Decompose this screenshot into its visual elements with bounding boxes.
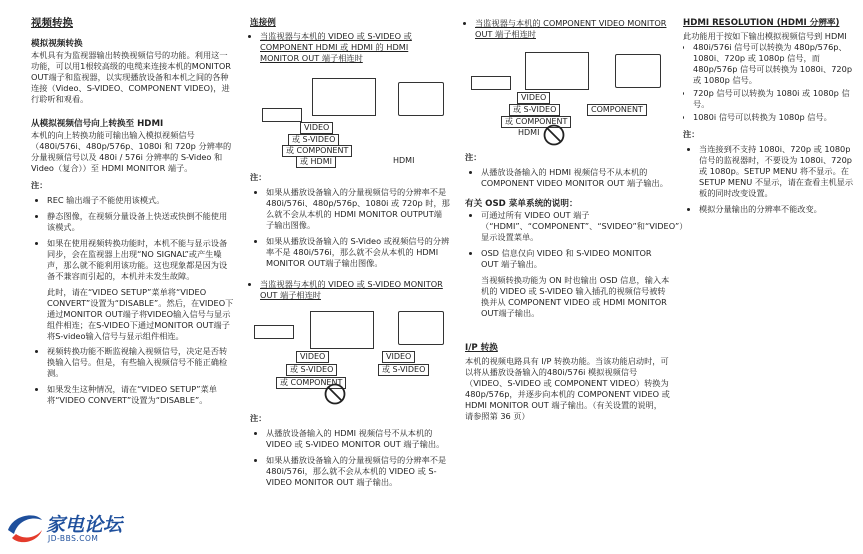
receiver-device-icon: [310, 311, 374, 349]
connection-diagram-1: [250, 70, 450, 166]
diagram-caption: • 当监视器与本机的 VIDEO 或 S-VIDEO MONITOR OUT 端子相连时: [260, 279, 450, 301]
paragraph: 本机具有为监视器输出转换视频信号的功能。利用这一功能，可以用1根较高级的电缆来连接本机的MONITOR OUT端子和监视器，以实现播放设备和本机之间的各种连接（Video、S-VIDEO、COMPONENT VIDEO)，进行聆听和观看。: [31, 50, 231, 104]
subsection-heading: 模拟视频转换: [31, 39, 83, 49]
note-list: [31, 195, 234, 282]
prohibited-icon: [543, 124, 565, 146]
player-device-icon: [471, 76, 511, 90]
diagram-caption: • 当监视器与本机的 COMPONENT VIDEO MONITOR OUT 端子相连时: [475, 18, 670, 40]
note-list: [683, 144, 861, 215]
list-item: • 1080i 信号可以转换为 1080p 信号。: [693, 112, 861, 123]
column-video-conversion: [31, 18, 234, 411]
label-s-video: 或 S-VIDEO: [509, 104, 560, 116]
diagram-caption: • 当监视器与本机的 VIDEO 或 S-VIDEO 或 COMPONENT HDMI 或 HDMI 的 HDMI MONITOR OUT 端子相连时: [260, 31, 450, 64]
paragraph: 此功能用于按如下输出模拟视频信号到 HDMI: [683, 31, 847, 41]
label-s-video: 或 S-VIDEO: [286, 364, 337, 376]
note-list: [465, 210, 688, 270]
player-device-icon: [262, 108, 302, 122]
column-component-osd: [465, 18, 688, 422]
note-label: 注：: [31, 180, 48, 190]
subsection-heading: 从模拟视频信号向上转换至 HDMI: [31, 119, 164, 129]
list-item: • 720p 信号可以转换为 1080i 或 1080p 信号。: [693, 88, 861, 110]
label-component-out: COMPONENT: [587, 104, 647, 116]
connection-diagram-2: [250, 307, 450, 407]
note-item: • 如果从播放设备输入的 S-Video 或视频信号的分辨率不是 480i/576i，那么就不会从本机的 HDMI MONITOR OUT端子输出图像。: [266, 236, 450, 269]
note-item: • 可通过所有 VIDEO OUT 端子（“HDMI”、“COMPONENT”、“SVIDEO”和“VIDEO”）显示设置菜单。: [481, 210, 670, 243]
label-hdmi: HDMI: [515, 128, 542, 138]
note-list: [250, 187, 450, 269]
label-component: 或 COMPONENT: [501, 116, 571, 128]
site-logo: [4, 506, 154, 550]
section-title: HDMI RESOLUTION (HDMI 分辨率): [683, 18, 840, 28]
column-hdmi-resolution: [683, 18, 861, 220]
note-item: • 视频转换功能不断监视输入视频信号，决定是否转换输入信号。但是，有些输入视频信号不能正确检测。: [47, 346, 234, 379]
note-item: • 静态图像，在视频分量设备上快送或快倒不能使用该模式。: [47, 211, 234, 233]
label-hdmi: 或 HDMI: [296, 156, 336, 168]
note-extra: 此时，请在“VIDEO SETUP”菜单将“VIDEO CONVERT”设置为“DISABLE”。然后，在VIDEO下通过MONITOR OUT端子将VIDEO输入信号与显示组件相连；在S-VIDEO下通过MONITOR OUT端子将S-video输入信号与显示组件相连。: [47, 287, 234, 341]
caption-list: [250, 279, 450, 301]
paragraph: 本机的视频电路具有 I/P 转换功能。当该功能启动时，可以将从播放设备输入的480i/576i 模拟视频信号（VIDEO、S-VIDEO 或 COMPONENT VIDEO）转换为 480p/576p，并逐步向本机的 COMPONENT VIDEO 或 HDMI MONITOR OUT 端子输出。（有关设置的说明，请参照第 36 页）: [465, 356, 670, 421]
label-s-video: 或 S-VIDEO: [288, 134, 339, 146]
section-title: I/P 转换: [465, 343, 498, 353]
logo-swoosh-icon: [4, 508, 44, 548]
paragraph: 本机的向上转换功能可输出输入模拟视频信号（480i/576i、480p/576p、1080i 和 720p 分辨率的分量视频信号以及 480i / 576i 分辨率的 S-Video 和 Video（复合））至 HDMI MONITOR 端子。: [31, 130, 232, 173]
column-connection-example: [250, 18, 450, 493]
note-item: • 当连接到不支持 1080i、720p 或 1080p 信号的监视器时，不要设为 1080i、720p 或 1080p。SETUP MENU 将不显示。在 SETUP MENU 不显示，请在查看主机显示板的同时改变设置。: [699, 144, 861, 199]
logo-url: JD-BBS.COM: [48, 534, 99, 543]
note-item: • 模拟分量输出的分辨率不能改变。: [699, 204, 861, 215]
monitor-icon: [398, 82, 444, 116]
note-list: [31, 346, 234, 406]
label-video: VIDEO: [296, 351, 329, 363]
note-label: 注：: [250, 172, 267, 182]
note-item: • 如果从播放设备输入的分量视频信号的分辨率不是 480i/576i，那么就不会从本机的 VIDEO 或 S-VIDEO MONITOR OUT 端子输出。: [266, 455, 450, 488]
section-title: 视频转换: [31, 17, 73, 29]
receiver-device-icon: [312, 78, 376, 116]
prohibited-icon: [324, 383, 346, 405]
note-item: • 如果从播放设备输入的分量视频信号的分辨率不是 480i/576i、480p/576p、1080i 或 720p 时，那么就不会从本机的 HDMI MONITOR OUTPUT端子输出图像。: [266, 187, 450, 231]
monitor-icon: [615, 54, 661, 88]
note-item: • 如果发生这种情况，请在“VIDEO SETUP”菜单将“VIDEO CONVERT”设置为“DISABLE”。: [47, 384, 234, 406]
note-item: • 从播放设备输入的 HDMI 视频信号不从本机的 COMPONENT VIDEO MONITOR OUT 端子输出。: [481, 167, 670, 189]
caption-list: [250, 31, 450, 64]
label-component: 或 COMPONENT: [276, 377, 346, 389]
list-item: • 480i/576i 信号可以转换为 480p/576p、1080i、720p 或 1080p 信号，而 480p/576p 信号可以转换为 1080i、720p 或 1080p 信号。: [693, 42, 861, 86]
note-list: [250, 428, 450, 488]
receiver-device-icon: [525, 52, 589, 90]
monitor-icon: [398, 311, 444, 345]
note-label: 注：: [465, 152, 482, 162]
label-s-video-out: 或 S-VIDEO: [378, 364, 429, 376]
subsection-heading: 有关 OSD 菜单系统的说明：: [465, 199, 578, 209]
note-item: • 如果在使用视频转换功能时，本机不能与显示设备同步，会在监视器上出现“NO SIGNAL”或产生噪声，那么就不能利用该功能。这也现象都是因为设备不兼容而引起的，本机并未发生故障。: [47, 238, 234, 282]
logo-text: 家电论坛: [46, 514, 123, 536]
note-extra: 当视频转换功能为 ON 时也输出 OSD 信息，输入本机的 VIDEO 或 S-VIDEO 输入插孔的视频信号被转换并从 COMPONENT VIDEO 或 HDMI MONITOR OUT端子输出。: [481, 275, 670, 318]
note-item: • REC 输出端子不能使用该模式。: [47, 195, 234, 206]
note-list: [465, 167, 670, 189]
note-item: • OSD 信息仅向 VIDEO 和 S-VIDEO MONITOR OUT 端子输出。: [481, 248, 670, 270]
label-video: VIDEO: [517, 92, 550, 104]
label-video-out: VIDEO: [382, 351, 415, 363]
label-hdmi-out: HDMI: [390, 156, 417, 166]
label-video: VIDEO: [300, 122, 333, 134]
note-label: 注：: [250, 413, 267, 423]
connection-diagram-3: [465, 46, 670, 146]
note-item: • 从播放设备输入的 HDMI 视频信号不从本机的 VIDEO 或 S-VIDEO MONITOR OUT 端子输出。: [266, 428, 450, 450]
section-title: 连接例: [250, 18, 276, 28]
note-label: 注：: [683, 129, 700, 139]
player-device-icon: [254, 325, 294, 339]
list: [683, 42, 861, 123]
caption-list: [465, 18, 670, 40]
label-component: 或 COMPONENT: [282, 145, 352, 157]
